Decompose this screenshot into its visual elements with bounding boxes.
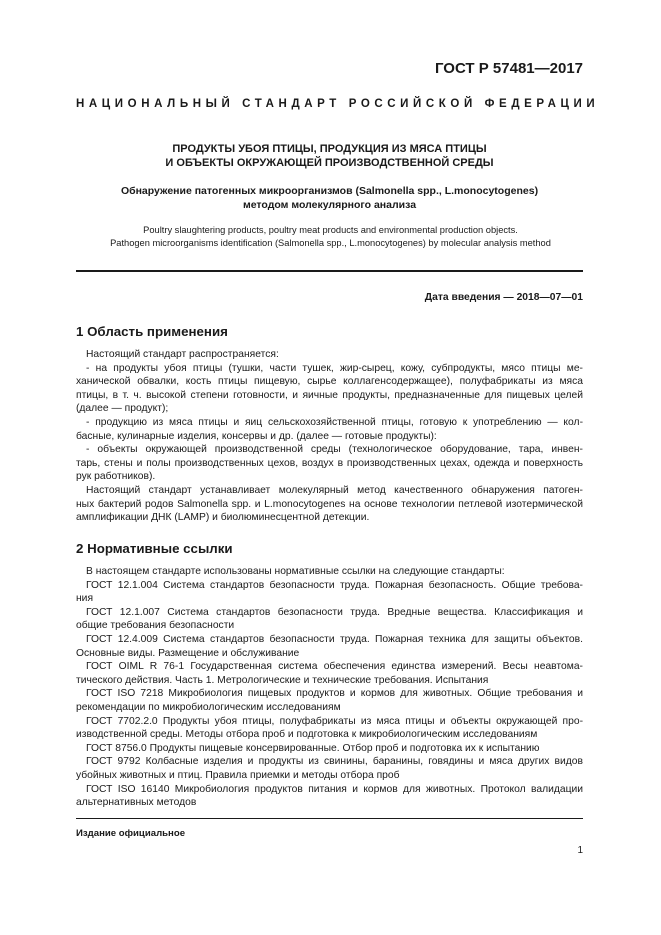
reference-line: ГОСТ 12.1.007 Система стандартов безопасности труда. Вредные вещества. Классификация и bbox=[86, 606, 583, 618]
reference-line: альтернативных методов bbox=[76, 797, 197, 809]
reference-line: тического действия. Часть 1. Метрологические и технические требования. Испытания bbox=[76, 674, 489, 686]
paragraph-line: - продукцию из мяса птицы и яиц сельскохозяйственной птицы, готовую к употреблению — кол- bbox=[86, 416, 583, 428]
reference-line: Основные виды. Размещение и обслуживание bbox=[76, 647, 300, 659]
reference-line: общие требования безопасности bbox=[76, 620, 235, 632]
page-number: 1 bbox=[577, 845, 583, 856]
reference-line: ГОСТ 8756.0 Продукты пищевые консервированные. Отбор проб и подготовка их к испытанию bbox=[86, 742, 540, 754]
reference-line: ГОСТ 9792 Колбасные изделия и продукты из свинины, баранины, говядины и мяса других видов bbox=[86, 756, 583, 768]
reference-line: ния bbox=[76, 593, 94, 605]
subtitle-line-1: Обнаружение патогенных микроорганизмов (Salmonella spp., L.monocytogenes) bbox=[120, 185, 539, 197]
english-title-line-1: Poultry slaughtering products, poultry meat products and environmental production objects. bbox=[143, 225, 518, 235]
section-1-heading: 1 Область применения bbox=[76, 324, 228, 339]
document-subtitle bbox=[76, 185, 583, 212]
title-divider bbox=[76, 270, 583, 272]
paragraph-line: ханической обвалки, кость птицы пищевую, сырье коллагенсодержащее), полуфабрикаты из мяса bbox=[76, 376, 583, 388]
paragraph-line: птицы, в т. ч. высокой степени готовности, и яичные продукты, предназначенные для пищевых целей bbox=[76, 389, 583, 401]
title-line-1: ПРОДУКТЫ УБОЯ ПТИЦЫ, ПРОДУКЦИЯ ИЗ МЯСА ПТИЦЫ bbox=[172, 143, 487, 155]
reference-line: ГОСТ 12.1.004 Система стандартов безопасности труда. Пожарная безопасность. Общие требова- bbox=[86, 579, 583, 591]
reference-line: ГОСТ 12.4.009 Система стандартов безопасности труда. Пожарная техника для защиты объектов. bbox=[86, 633, 583, 645]
document-title bbox=[76, 143, 583, 170]
reference-line: ГОСТ ISO 7218 Микробиология пищевых продуктов и кормов для животных. Общие требования и bbox=[86, 688, 583, 700]
paragraph-line: амплификации ДНК (LAMP) и биолюминесцентной детекции. bbox=[76, 512, 370, 524]
section-2-body bbox=[76, 565, 583, 810]
paragraph-line: рук работников). bbox=[76, 471, 156, 483]
paragraph-line: (далее — продукт); bbox=[76, 403, 169, 415]
official-edition-label: Издание официальное bbox=[76, 828, 186, 839]
paragraph-line: тарь, стены и полы производственных цехов, воздух в производственных цехах, одежда и поверхность bbox=[76, 457, 583, 469]
paragraph-line: - объекты окружающей производственной среды (технологическое оборудование, тара, инвен- bbox=[86, 444, 583, 456]
english-title-line-2: Pathogen microorganisms identification (Salmonella spp., L.monocytogenes) by molecular analysis method bbox=[110, 237, 551, 248]
national-standard-heading: НАЦИОНАЛЬНЫЙ СТАНДАРТ РОССИЙСКОЙ ФЕДЕРАЦИИ bbox=[76, 98, 600, 110]
reference-line: рекомендации по микробиологическим исследованиям bbox=[76, 701, 341, 713]
title-line-2: И ОБЪЕКТЫ ОКРУЖАЮЩЕЙ ПРОИЗВОДСТВЕННОЙ СРЕДЫ bbox=[165, 156, 494, 169]
paragraph-line: Настоящий стандарт распространяется: bbox=[86, 349, 279, 360]
introduction-date: Дата введения — 2018—07—01 bbox=[424, 292, 583, 303]
paragraph-line: басные, кулинарные изделия, консервы и др. (далее — готовые продукты): bbox=[76, 430, 437, 442]
paragraph-line: - на продукты убоя птицы (тушки, части тушек, жир-сырец, кожу, субпродукты, мясо птицы ме- bbox=[86, 362, 583, 374]
reference-line: изводственной среды. Методы отбора проб и подготовка к микробиологическим исследованиям bbox=[76, 729, 538, 741]
reference-line: ГОСТ ISO 16140 Микробиология продуктов питания и кормов для животных. Протокол валидации bbox=[86, 783, 583, 795]
reference-line: ГОСТ 7702.2.0 Продукты убоя птицы, полуфабрикаты из мяса птицы и объекты окружающей про- bbox=[86, 715, 583, 727]
english-title bbox=[60, 224, 601, 249]
paragraph-line: В настоящем стандарте использованы нормативные ссылки на следующие стандарты: bbox=[86, 566, 505, 577]
footer-divider bbox=[76, 818, 583, 819]
standard-number: ГОСТ Р 57481—2017 bbox=[434, 60, 583, 77]
subtitle-line-2: методом молекулярного анализа bbox=[242, 198, 417, 211]
section-1-body bbox=[76, 348, 583, 525]
paragraph-line: ных бактерий родов Salmonella spp. и L.monocytogenes на основе технологии петлевой изотермической bbox=[76, 498, 583, 510]
reference-line: ГОСТ OIML R 76-1 Государственная система обеспечения единства измерений. Весы неавтома- bbox=[86, 661, 583, 673]
paragraph-line: Настоящий стандарт устанавливает молекулярный метод качественного обнаружения патоген- bbox=[86, 484, 583, 496]
section-2-heading: 2 Нормативные ссылки bbox=[76, 541, 233, 556]
reference-line: убойных животных и птиц. Правила приемки и методы отбора проб bbox=[76, 769, 400, 781]
